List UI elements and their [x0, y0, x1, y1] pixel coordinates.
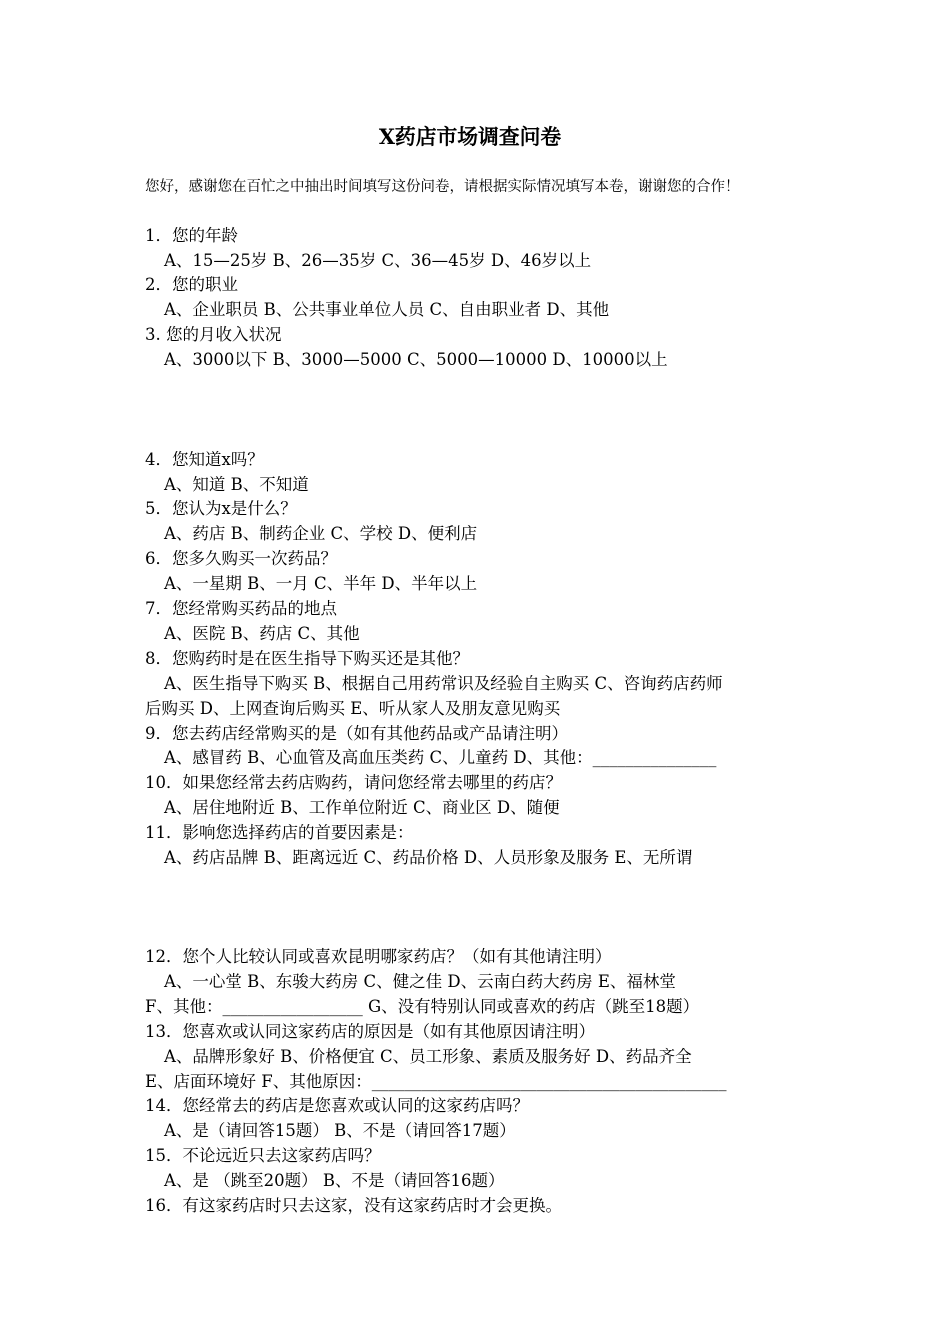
question-14-options: A、是（请回答15题） B、不是（请回答17题） [164, 1121, 516, 1140]
question-15-options: A、是 （跳至20题） B、不是（请回答16题） [164, 1171, 505, 1190]
question-11-options: A、药店品牌 B、距离远近 C、药品价格 D、人员形象及服务 E、无所谓 [164, 848, 693, 867]
question-13-options-line2: E、店面环境好 F、其他原因：___________________________________________ [145, 1072, 727, 1091]
question-5: 5．您认为x是什么？ [145, 499, 297, 518]
question-1-options: A、15—25岁 B、26—35岁 C、36—45岁 D、46岁以上 [164, 251, 592, 270]
question-13-options-line1: A、品牌形象好 B、价格便宜 C、员工形象、素质及服务好 D、药品齐全 [164, 1047, 692, 1066]
question-4: 4．您知道x吗？ [145, 450, 264, 469]
question-3-options: A、3000以下 B、3000—5000 C、5000—10000 D、10000以上 [164, 350, 668, 369]
document-title: X药店市场调查问卷 [378, 124, 562, 149]
question-12-options-line1: A、一心堂 B、东骏大药房 C、健之佳 D、云南白药大药房 E、福林堂 [164, 972, 676, 991]
question-14: 14．您经常去的药店是您喜欢或认同的这家药店吗？ [145, 1096, 529, 1115]
question-10-options: A、居住地附近 B、工作单位附近 C、商业区 D、随便 [164, 798, 560, 817]
question-13: 13．您喜欢或认同这家药店的原因是（如有其他原因请注明） [145, 1022, 595, 1041]
question-8: 8．您购药时是在医生指导下购买还是其他？ [145, 649, 469, 668]
question-4-options: A、知道 B、不知道 [164, 475, 309, 494]
question-16: 16．有这家药店时只去这家，没有这家药店时才会更换。 [145, 1196, 562, 1215]
question-15: 15．不论远近只去这家药店吗？ [145, 1146, 381, 1165]
question-7: 7．您经常购买药品的地点 [145, 599, 337, 618]
question-6: 6．您多久购买一次药品？ [145, 549, 337, 568]
question-3: 3. 您的月收入状况 [145, 325, 282, 344]
question-8-options-line2: 后购买 D、上网查询后购买 E、听从家人及朋友意见购买 [145, 699, 561, 718]
question-6-options: A、一星期 B、一月 C、半年 D、半年以上 [164, 574, 478, 593]
question-9-options: A、感冒药 B、心血管及高血压类药 C、儿童药 D、其他：_______________ [164, 748, 717, 767]
question-10: 10．如果您经常去药店购药，请问您经常去哪里的药店？ [145, 773, 562, 792]
question-1: 1．您的年龄 [145, 226, 238, 245]
question-2: 2．您的职业 [145, 275, 238, 294]
question-11: 11．影响您选择药店的首要因素是： [145, 823, 414, 842]
question-7-options: A、医院 B、药店 C、其他 [164, 624, 360, 643]
question-2-options: A、企业职员 B、公共事业单位人员 C、自由职业者 D、其他 [164, 300, 610, 319]
question-5-options: A、药店 B、制药企业 C、学校 D、便利店 [164, 524, 478, 543]
question-12: 12．您个人比较认同或喜欢昆明哪家药店？（如有其他请注明） [145, 947, 612, 966]
question-12-options-line2: F、其他：_________________ G、没有特别认同或喜欢的药店（跳至18题） [145, 997, 700, 1016]
intro-text: 您好，感谢您在百忙之中抽出时间填写这份问卷，请根据实际情况填写本卷，谢谢您的合作！ [145, 179, 740, 195]
question-8-options-line1: A、医生指导下购买 B、根据自己用药常识及经验自主购买 C、咨询药店药师 [164, 674, 723, 693]
question-9: 9．您去药店经常购买的是（如有其他药品或产品请注明） [145, 724, 568, 743]
